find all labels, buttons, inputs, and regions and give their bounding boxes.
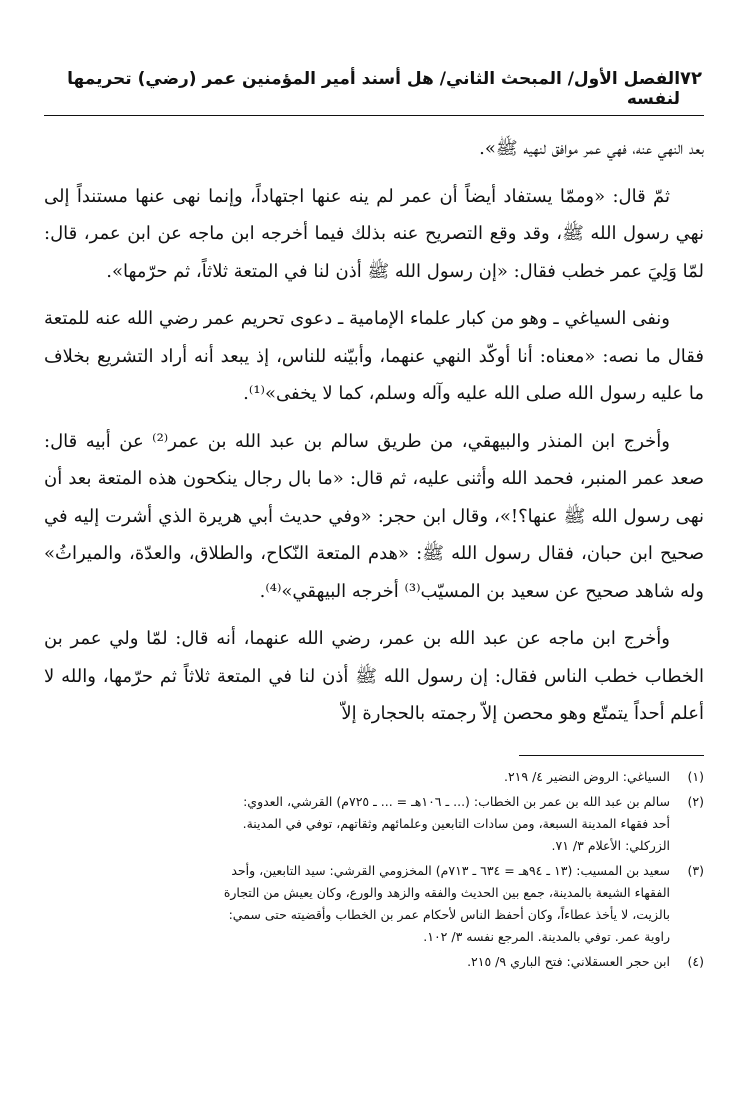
running-title: الفصل الأول/ المبحث الثاني/ هل أسند أمير المؤمنين عمر (رضي) تحريمها لنفسه (67, 69, 681, 109)
footnote (44, 860, 704, 948)
footnote-line: الزركلي: الأعلام ٣/ ٧١. (551, 837, 670, 853)
footnote-line: ابن حجر العسقلاني: فتح الباري ٩/ ٢١٥. (467, 953, 670, 969)
footnote-line: أحد فقهاء المدينة السبعة، ومن سادات التابعين وعلمائهم وثقاتهم، توفي في المدينة. (242, 815, 670, 831)
footnote-separator (519, 755, 704, 756)
running-header (44, 68, 704, 115)
footnote-line: السياغي: الروض النضير ٤/ ٢١٩. (503, 768, 670, 784)
footnote-line: سعيد بن المسيب: (١٣ ـ ٩٤هـ = ٦٣٤ ـ ٧١٣م) المخزومي القرشي: سيد التابعين، وأحد (231, 862, 670, 878)
header-rule (44, 115, 704, 116)
body-text (44, 130, 704, 733)
footnote-text (44, 951, 670, 973)
footnote-number: (١) (687, 768, 704, 784)
footnote-line: راوية عمر. توفي بالمدينة. المرجع نفسه ٣/ ١٠٢. (423, 928, 670, 944)
footnote-number: (٤) (687, 953, 704, 969)
paragraph: وأخرج ابن ماجه عن عبد الله بن عمر، رضي الله عنهما، أنه قال: لمّا ولي عمر بن الخطاب خطب الناس فقال: إن رسول الله ﷺ أذن لنا في المتعة ثلاثاً ثم حرّمها، والله لا أعلم أحداً يتمتّع وهو محصن إلاّ رجمته بالحجارة إلاّ (44, 628, 704, 724)
footnote-text (44, 860, 670, 948)
footnote-text (44, 791, 670, 857)
paragraph: وأخرج ابن المنذر والبيهقي، من طريق سالم بن عبد الله بن عمر⁽²⁾ عن أبيه قال: صعد عمر المنبر، فحمد الله وأثنى عليه، ثم قال: «ما بال رجال ينكحون هذه المتعة بعد أن نهى رسول الله ﷺ عنها؟!»، وقال ابن حجر: «وفي حديث أبي هريرة الذي أشرت إليه في صحيح ابن حبان، فقال رسول الله ﷺ: «هدم المتعة النّكاح، والطلاق، والعدّة، والميراثُ» وله شاهد صحيح عن سعيد بن المسيّب⁽³⁾ أخرجه البيهقي»⁽⁴⁾. (44, 430, 704, 602)
paragraph: ونفى السياغي ـ وهو من كبار علماء الإمامية ـ دعوى تحريم عمر رضي الله عنه للمتعة فقال ما نصه: «معناه: أنا أوكّد النهي عنهما، وأبيّنه للناس، إذ يبعد أنه أراد التشريع بخلاف ما عليه رسول الله صلى الله عليه وآله وسلم، كما لا يخفى»⁽¹⁾. (44, 308, 704, 404)
footnote (44, 791, 704, 857)
footnote (44, 951, 704, 973)
paragraph: ثمّ قال: «وممّا يستفاد أيضاً أن عمر لم ينه عنها اجتهاداً، وإنما نهى عنها مستنداً إلى نهي رسول الله ﷺ، وقد وقع التصريح عنه بذلك فيما أخرجه ابن ماجه عن ابن عمر، قال: لمّا وَلِيَ عمر خطب فقال: «إن رسول الله ﷺ أذن لنا في المتعة ثلاثاً، ثم حرّمها». (44, 185, 704, 282)
footnotes (44, 766, 704, 973)
footnote-number: (٢) (687, 793, 704, 809)
footnote-text (44, 766, 670, 788)
footnote (44, 766, 704, 788)
footnote-line: الفقهاء الشيعة بالمدينة، جمع بين الحديث والفقه والزهد والورع، وكان يعيش من التجارة (223, 884, 670, 900)
footnote-number: (٣) (687, 862, 704, 878)
page-number: ٧٢ (680, 68, 702, 89)
paragraph: بعد النهي عنه، فهي عمر موافق لنهيه ﷺ». (479, 138, 704, 159)
footnote-line: بالزيت، لا يأخذ عطاءاً، وكان أحفظ الناس لأحكام عمر بن الخطاب وأقضيته حتى سمي: (228, 906, 670, 922)
footnote-line: سالم بن عبد الله بن عمر بن الخطاب: (... ـ ١٠٦هـ = ... ـ ٧٢٥م) القرشي، العدوي: (243, 793, 670, 809)
